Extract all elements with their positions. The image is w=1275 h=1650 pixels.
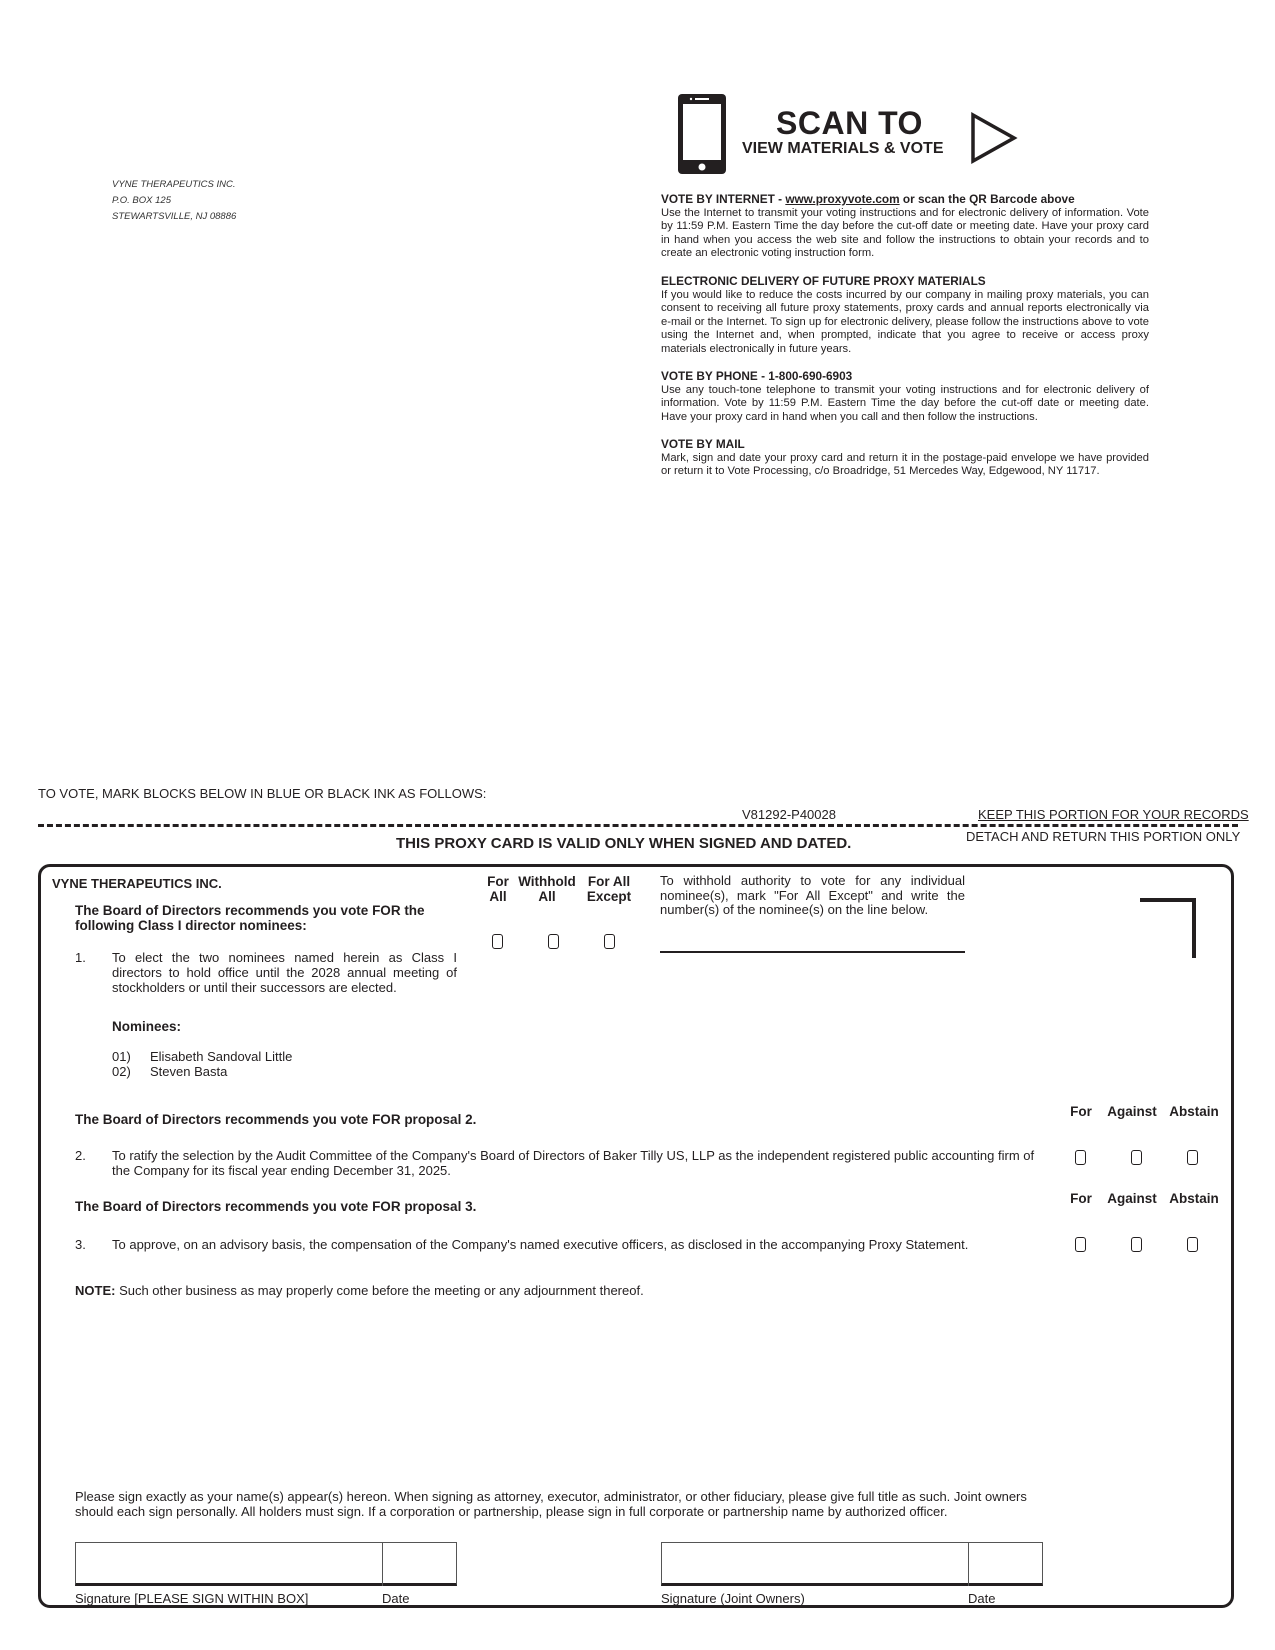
vote-by-mail-body: Mark, sign and date your proxy card and return it in the postage-paid envelope we have provided or return it to Vote Processing, c/o Broadridge, 51 Mercedes Way, Edgewood, NY 11717. xyxy=(661,451,1149,478)
vote-by-mail-section xyxy=(661,438,1149,479)
detach-return-label: DETACH AND RETURN THIS PORTION ONLY xyxy=(966,829,1241,844)
column-header-for-all: For All xyxy=(487,874,509,904)
joint-date-divider xyxy=(968,1542,969,1586)
note-label: NOTE: xyxy=(75,1283,116,1298)
signature-label: Signature [PLEASE SIGN WITHIN BOX] xyxy=(75,1591,309,1606)
joint-signature-box[interactable] xyxy=(661,1542,1043,1586)
joint-date-label: Date xyxy=(968,1591,996,1606)
return-address-line: STEWARTSVILLE, NJ 08886 xyxy=(112,211,237,222)
note xyxy=(75,1283,644,1298)
column-header-for: For xyxy=(1070,1191,1092,1206)
nominee-number: 01) xyxy=(112,1049,131,1064)
proposal1-recommendation: The Board of Directors recommends you vote FOR the following Class I director nominees: xyxy=(75,903,425,933)
vote-by-internet-heading: VOTE BY INTERNET - www.proxyvote.com or scan the QR Barcode above xyxy=(661,192,1075,206)
column-header-abstain: Abstain xyxy=(1169,1191,1219,1206)
return-address-line: P.O. BOX 125 xyxy=(112,195,171,206)
date-divider xyxy=(382,1542,383,1586)
nominee-exception-line[interactable] xyxy=(660,951,965,953)
return-address xyxy=(112,177,236,225)
electronic-delivery-section xyxy=(661,275,1149,357)
vote-by-phone-heading: VOTE BY PHONE - 1-800-690-6903 xyxy=(661,369,853,383)
keep-portion-label: KEEP THIS PORTION FOR YOUR RECORDS xyxy=(978,807,1249,822)
vote-by-mail-heading: VOTE BY MAIL xyxy=(661,437,745,451)
play-triangle-icon xyxy=(970,112,1018,164)
date-label: Date xyxy=(382,1591,410,1606)
electronic-delivery-heading: ELECTRONIC DELIVERY OF FUTURE PROXY MATERIALS xyxy=(661,274,986,288)
signature-instructions: Please sign exactly as your name(s) appear(s) hereon. When signing as attorney, executor, administrator, or other fiduciary, please give full title as such. Joint owners should each sign personally. All holders must sign. If a corporation or partnership, please sign in full corporate or partnership name by authorized officer. xyxy=(75,1489,1027,1519)
checkbox-proposal3-abstain[interactable] xyxy=(1187,1237,1198,1252)
vote-by-internet-body: Use the Internet to transmit your voting instructions and for electronic delivery of information. Vote by 11:59 P.M. Eastern Time the day before the cut-off date or meeting date. Have your proxy card in hand when you access the web site and follow the instructions to obtain your records and to create an electronic voting instruction form. xyxy=(661,206,1149,260)
proposal3-recommendation: The Board of Directors recommends you vote FOR proposal 3. xyxy=(75,1199,477,1214)
detach-line xyxy=(38,824,1238,827)
proposal2-recommendation: The Board of Directors recommends you vote FOR proposal 2. xyxy=(75,1112,477,1127)
checkbox-proposal2-for[interactable] xyxy=(1075,1150,1086,1165)
proposal1-text: To elect the two nominees named herein as Class I directors to hold office until the 2028 annual meeting of stockholders or until their successors are elected. xyxy=(112,950,457,995)
proposal2-number: 2. xyxy=(75,1148,86,1163)
card-company-name: VYNE THERAPEUTICS INC. xyxy=(52,876,222,891)
registration-corner-mark xyxy=(1140,898,1196,958)
column-header-withhold-all: Withhold All xyxy=(518,874,576,904)
proposal3-number: 3. xyxy=(75,1237,86,1252)
note-text: Such other business as may properly come before the meeting or any adjournment thereof. xyxy=(115,1283,644,1298)
checkbox-withhold-all[interactable] xyxy=(548,934,559,949)
nominees-label: Nominees: xyxy=(112,1019,182,1034)
column-header-against: Against xyxy=(1107,1104,1157,1119)
scan-title: SCAN TO xyxy=(776,105,923,141)
proposal3-text: To approve, on an advisory basis, the compensation of the Company's named executive officers, as disclosed in the accompanying Proxy Statement. xyxy=(112,1237,969,1252)
vote-by-internet-section xyxy=(661,193,1149,261)
validity-notice: THIS PROXY CARD IS VALID ONLY WHEN SIGNED AND DATED. xyxy=(396,835,852,852)
control-number: V81292-P40028 xyxy=(742,807,836,822)
proposal1-number: 1. xyxy=(75,950,86,965)
electronic-delivery-body: If you would like to reduce the costs incurred by our company in mailing proxy materials, you can consent to receiving all future proxy statements, proxy cards and annual reports electronically via e-mail or the Internet. To sign up for electronic delivery, please follow the instructions above to vote using the Internet and, when prompted, indicate that you agree to receive or access proxy materials electronically in future years. xyxy=(661,288,1149,355)
proposal2-text: To ratify the selection by the Audit Committee of the Company's Board of Directors of Baker Tilly US, LLP as the independent registered public accounting firm of the Company for its fiscal year ending December 31, 2025. xyxy=(112,1148,1035,1178)
checkbox-for-all-except[interactable] xyxy=(604,934,615,949)
proxyvote-link[interactable]: www.proxyvote.com xyxy=(785,192,900,206)
column-header-for: For xyxy=(1070,1104,1092,1119)
joint-signature-label: Signature (Joint Owners) xyxy=(661,1591,805,1606)
nominee-name: Elisabeth Sandoval Little xyxy=(150,1049,293,1064)
checkbox-proposal2-against[interactable] xyxy=(1131,1150,1142,1165)
vote-by-phone-body: Use any touch-tone telephone to transmit your voting instructions and for electronic delivery of information. Vote by 11:59 P.M. Eastern Time the day before the cut-off date or meeting date. Have your proxy card in hand when you call and then follow the instructions. xyxy=(661,383,1149,423)
nominee-number: 02) xyxy=(112,1064,131,1079)
checkbox-proposal2-abstain[interactable] xyxy=(1187,1150,1198,1165)
return-address-line: VYNE THERAPEUTICS INC. xyxy=(112,179,236,190)
checkbox-proposal3-for[interactable] xyxy=(1075,1237,1086,1252)
smartphone-icon xyxy=(678,94,726,174)
column-header-against: Against xyxy=(1107,1191,1157,1206)
checkbox-proposal3-against[interactable] xyxy=(1131,1237,1142,1252)
column-header-for-all-except: For All Except xyxy=(586,874,632,904)
withhold-instructions: To withhold authority to vote for any individual nominee(s), mark "For All Except" and write the number(s) of the nominee(s) on the line below. xyxy=(660,873,965,917)
checkbox-for-all[interactable] xyxy=(492,934,503,949)
vote-by-phone-section xyxy=(661,370,1149,424)
mark-instructions: TO VOTE, MARK BLOCKS BELOW IN BLUE OR BLACK INK AS FOLLOWS: xyxy=(38,786,487,801)
nominee-name: Steven Basta xyxy=(150,1064,228,1079)
scan-subtitle: VIEW MATERIALS & VOTE xyxy=(742,140,944,157)
column-header-abstain: Abstain xyxy=(1169,1104,1219,1119)
signature-box[interactable] xyxy=(75,1542,457,1586)
